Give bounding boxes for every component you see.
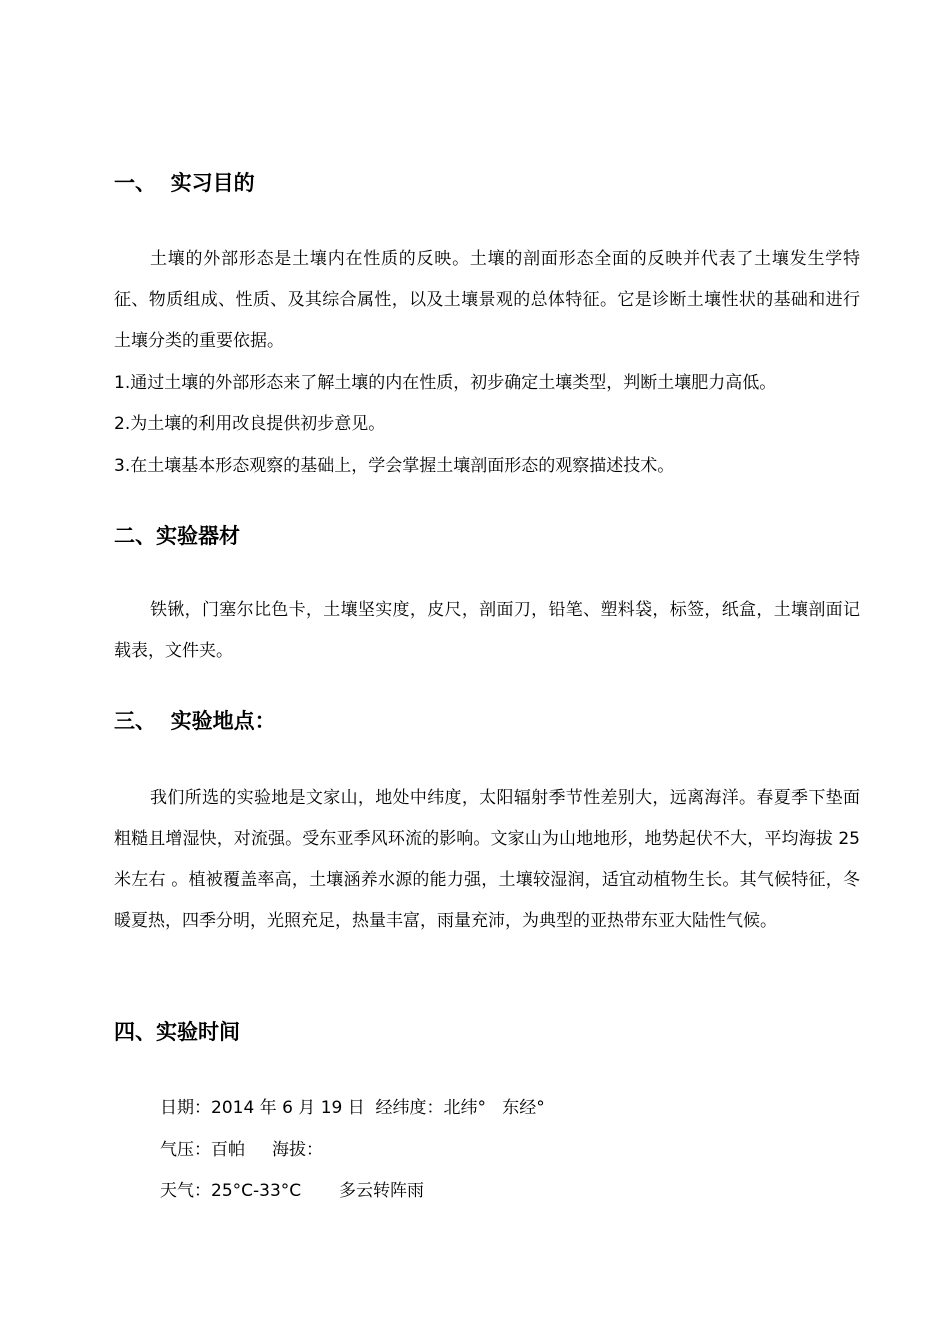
section-heading-location: 三、 实验地点：: [114, 709, 276, 733]
equipment-paragraph: 铁锹，门塞尔比色卡，土壤坚实度，皮尺，剖面刀，铅笔、塑料袋，标签，纸盒，土壤剖面记载表，文件夹。: [114, 600, 860, 661]
purpose-item-3: 3.在土壤基本形态观察的基础上，学会掌握土壤剖面形态的观察描述技术。: [114, 456, 675, 476]
time-weather-line: 天气：25°C-33°C 多云转阵雨: [160, 1181, 424, 1201]
section-heading-time: 四、实验时间: [114, 1020, 240, 1044]
purpose-item-1: 1.通过土壤的外部形态来了解土壤的内在性质，初步确定土壤类型，判断土壤肥力高低。: [114, 373, 777, 393]
section-heading-equipment: 二、实验器材: [114, 524, 240, 548]
section-heading-purpose: 一、 实习目的: [114, 171, 255, 195]
time-date-line: 日期：2014 年 6 月 19 日 经纬度：北纬° 东经°: [160, 1098, 545, 1118]
purpose-paragraph: 土壤的外部形态是土壤内在性质的反映。土壤的剖面形态全面的反映并代表了土壤发生学特征、物质组成、性质、及其综合属性，以及土壤景观的总体特征。它是诊断土壤性状的基础和进行土壤分类的重要依据。: [114, 249, 860, 351]
location-paragraph: 我们所选的实验地是文家山，地处中纬度，太阳辐射季节性差别大，远离海洋。春夏季下垫面粗糙且增湿快，对流强。受东亚季风环流的影响。文家山为山地地形，地势起伏不大，平均海拔 25 米左右 。植被覆盖率高，土壤涵养水源的能力强，土壤较湿润，适宜动植物生长。其气候特征，冬暖夏热，四季分明，光照充足，热量丰富，雨量充沛，为典型的亚热带东亚大陆性气候。: [114, 788, 860, 931]
time-pressure-line: 气压：百帕 海拔：: [160, 1140, 324, 1160]
purpose-item-2: 2.为土壤的利用改良提供初步意见。: [114, 414, 386, 434]
